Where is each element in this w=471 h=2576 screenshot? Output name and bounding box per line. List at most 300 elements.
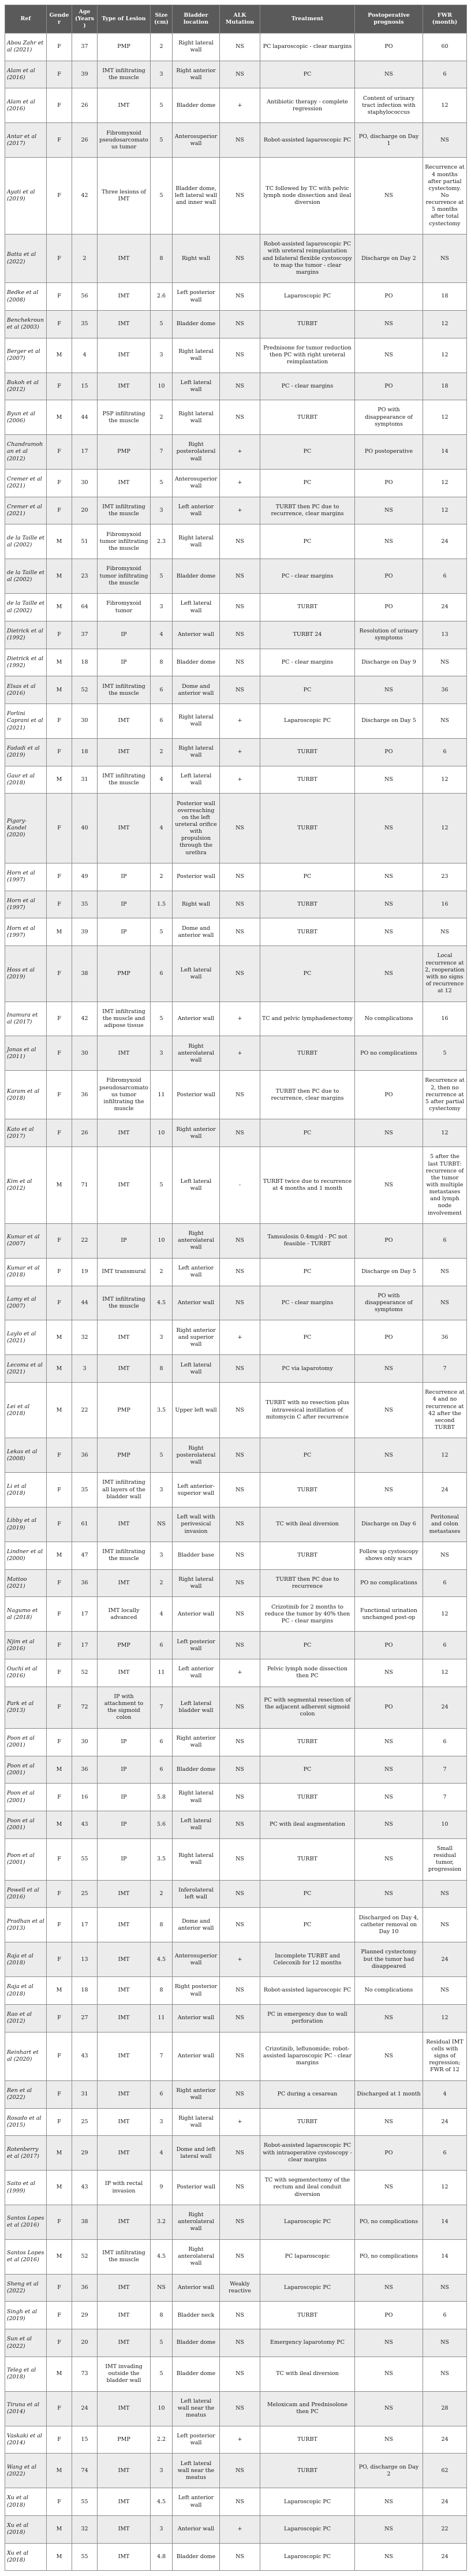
table-cell: 30 [72, 1036, 98, 1071]
table-cell: PC [260, 1119, 355, 1147]
table-row [5, 1838, 467, 1880]
table-cell: F [47, 2205, 72, 2239]
table-cell: 22 [423, 2515, 467, 2543]
table-cell: Emergency laparotomy PC [260, 2329, 355, 2357]
table-cell: Lindner et al (2000) [5, 1542, 47, 1570]
table-cell: NS [220, 2205, 260, 2239]
table-cell: F [47, 1223, 72, 1258]
table-cell: NS [220, 1542, 260, 1570]
table-cell: Anterior wall [173, 2515, 220, 2543]
table-cell: Poon et al (2001) [5, 1838, 47, 1880]
table-cell: PC with ileal augmentation [260, 1811, 355, 1838]
table-cell: Bladder neck [173, 2302, 220, 2329]
table-cell: 10 [151, 373, 173, 400]
table-cell: NS [220, 863, 260, 891]
column-header: Bladder location [173, 5, 220, 33]
table-cell: F [47, 1942, 72, 1977]
table-cell: NS [355, 2329, 423, 2357]
table-cell: Right lateral wall [173, 33, 220, 61]
table-cell: 36 [423, 676, 467, 704]
table-cell: F [47, 1507, 72, 1542]
column-header: ALK Mutation [220, 5, 260, 33]
table-cell: PC - clear margins [260, 649, 355, 676]
table-cell: M [47, 2357, 72, 2391]
table-cell: Left lateral wall near the meatus [173, 2454, 220, 2488]
table-cell: Libby et al (2019) [5, 1507, 47, 1542]
table-cell: Recurrence at 4 months after partial cystectomy. No recurrence at 5 months after total cystectomy [423, 158, 467, 234]
table-cell: Dome and anterior wall [173, 918, 220, 946]
table-cell: Recurrence at 2, then no recurrence at 5 after partial cystectomy [423, 1071, 467, 1119]
table-cell: PO, discharge on Day 2 [355, 2454, 423, 2488]
table-cell: Sun et al (2022) [5, 2329, 47, 2357]
table-cell: 4 [151, 766, 173, 794]
table-cell: Anterior wall [173, 2032, 220, 2080]
table-cell: NS [355, 1473, 423, 1507]
table-cell: NS [220, 2171, 260, 2205]
table-cell: NS [220, 1880, 260, 1908]
table-cell: Lecoma et al (2021) [5, 1355, 47, 1383]
table-cell: F [47, 1286, 72, 1320]
table-row [5, 1147, 467, 1224]
table-cell: 12 [423, 400, 467, 435]
table-cell: IMT [98, 1355, 151, 1383]
table-row [5, 373, 467, 400]
table-cell: Batta et al (2022) [5, 234, 47, 283]
table-cell: Anterosuperior wall [173, 123, 220, 158]
table-cell: 35 [72, 891, 98, 918]
table-cell: Right anterior wall [173, 1119, 220, 1147]
table-cell: IMT [98, 310, 151, 338]
table-cell: 4 [151, 794, 173, 863]
table-cell: Small residual tumor, progression [423, 1838, 467, 1880]
table-cell: IP [98, 1784, 151, 1811]
table-cell: M [47, 2239, 72, 2274]
table-cell: Byun et al (2006) [5, 400, 47, 435]
table-cell: NS [220, 2391, 260, 2426]
table-cell: PO, no complications [355, 2205, 423, 2239]
table-row [5, 1659, 467, 1687]
table-cell: F [47, 704, 72, 739]
table-cell: Discharge on Day 5 [355, 1258, 423, 1286]
table-row [5, 676, 467, 704]
table-cell: PC [260, 946, 355, 1002]
table-cell: PO [355, 1632, 423, 1659]
table-cell: Left lateral wall [173, 1147, 220, 1224]
table-cell: IMT infiltrating the muscle [98, 676, 151, 704]
table-cell: NS [355, 524, 423, 559]
table-row [5, 2108, 467, 2136]
column-header: Age (Years) [72, 5, 98, 33]
column-header: Size (cm) [151, 5, 173, 33]
table-cell: Benchekroun et al (2003) [5, 310, 47, 338]
table-cell: 17 [72, 1908, 98, 1942]
table-cell: Left lateral wall [173, 373, 220, 400]
table-cell: PO [355, 2302, 423, 2329]
table-cell: 3 [151, 2515, 173, 2543]
table-cell: TURBT twice due to recurrence at 4 months and 1 month [260, 1147, 355, 1224]
table-cell: F [47, 1659, 72, 1687]
table-cell: 26 [72, 88, 98, 123]
table-cell: 71 [72, 1147, 98, 1224]
table-cell: PO [355, 559, 423, 594]
table-cell: 37 [72, 33, 98, 61]
table-cell: 55 [72, 2543, 98, 2571]
table-cell: Robot-assisted laparoscopic PC [260, 1977, 355, 2005]
table-cell: Discharge on Day 5 [355, 704, 423, 739]
table-cell: 23 [72, 559, 98, 594]
table-cell: Fibromyxoid pseudosarcomatous tumor [98, 123, 151, 158]
table-cell: Laparoscopic PC [260, 704, 355, 739]
table-cell: F [47, 794, 72, 863]
table-cell: 17 [72, 1632, 98, 1659]
table-cell: 4.8 [151, 2543, 173, 2571]
table-cell: 25 [72, 2108, 98, 2136]
table-cell: Fibromyxoid tumor [98, 594, 151, 621]
table-cell: 17 [72, 435, 98, 470]
table-cell: IMT [98, 2543, 151, 2571]
table-cell: IP [98, 1728, 151, 1756]
table-cell: F [47, 2329, 72, 2357]
table-cell: PC [260, 1258, 355, 1286]
table-cell: Right lateral wall [173, 338, 220, 373]
table-cell: 8 [151, 1355, 173, 1383]
table-cell: TURBT [260, 794, 355, 863]
table-cell: NS [355, 61, 423, 88]
table-row [5, 649, 467, 676]
table-cell: PC in emergency due to wall perforation [260, 2004, 355, 2032]
table-cell: Local recurrence at 2, reoperation with no signs of recurrence at 12 [423, 946, 467, 1002]
table-cell: IP [98, 649, 151, 676]
table-cell: 40 [72, 794, 98, 863]
table-cell: 3.2 [151, 2205, 173, 2239]
table-cell: F [47, 621, 72, 649]
table-cell: PC [260, 1632, 355, 1659]
table-cell: NS [355, 158, 423, 234]
table-cell: Posterior wall [173, 1071, 220, 1119]
table-cell: NS [423, 2329, 467, 2357]
table-cell: 6 [151, 1632, 173, 1659]
table-cell: 12 [423, 88, 467, 123]
table-cell: Horn et al (1997) [5, 863, 47, 891]
table-cell: 43 [72, 2032, 98, 2080]
table-cell: Left posterior wall [173, 2426, 220, 2454]
table-cell: M [47, 1977, 72, 2005]
table-cell: Raja et al (2018) [5, 1977, 47, 2005]
table-row [5, 704, 467, 739]
table-cell: Upper left wall [173, 1383, 220, 1438]
table-cell: NS [220, 1507, 260, 1542]
table-cell: IMT [98, 738, 151, 766]
table-cell: de la Taille et al (2002) [5, 594, 47, 621]
table-cell: F [47, 283, 72, 311]
table-cell: NS [423, 704, 467, 739]
table-cell: IMT [98, 2515, 151, 2543]
table-cell: Residual IMT cells with signs of regression; FWR of 12 [423, 2032, 467, 2080]
table-cell: 23 [423, 863, 467, 891]
table-cell: NS [355, 2391, 423, 2426]
table-cell: F [47, 2004, 72, 2032]
table-cell: Bladder dome [173, 2357, 220, 2391]
table-cell: F [47, 2032, 72, 2080]
table-cell: NS [355, 2426, 423, 2454]
table-cell: 37 [72, 621, 98, 649]
table-cell: TURBT [260, 2426, 355, 2454]
table-cell: 3 [151, 2108, 173, 2136]
table-cell: PC [260, 469, 355, 497]
table-cell: Dietrick et al (1992) [5, 649, 47, 676]
literature-table [5, 5, 467, 2571]
table-cell: + [220, 1659, 260, 1687]
table-cell: Rao et al (2012) [5, 2004, 47, 2032]
table-cell: NS [355, 1838, 423, 1880]
table-cell: 5 [151, 158, 173, 234]
table-row [5, 88, 467, 123]
table-cell: 7 [151, 2032, 173, 2080]
table-cell: Bladder base [173, 1542, 220, 1570]
table-cell: 52 [72, 1659, 98, 1687]
table-cell: 10 [151, 1223, 173, 1258]
table-cell: NS [355, 2171, 423, 2205]
table-cell: TURBT then PC due to recurrence, clear margins [260, 497, 355, 524]
table-cell: IMT transmural [98, 1258, 151, 1286]
table-cell: Incomplete TURBT and Celecoxib for 12 months [260, 1942, 355, 1977]
table-cell: IP [98, 918, 151, 946]
table-cell: 5 [151, 1147, 173, 1224]
table-cell: PC laparoscopic - clear margins [260, 33, 355, 61]
table-cell: Functional urination unchanged post-op [355, 1597, 423, 1632]
table-cell: + [220, 766, 260, 794]
table-cell: Left posterior wall [173, 283, 220, 311]
table-header [5, 5, 467, 33]
table-cell: NS [220, 2329, 260, 2357]
table-cell: 13 [72, 1942, 98, 1977]
table-cell: Anterosuperior wall [173, 469, 220, 497]
table-cell: NS [355, 2488, 423, 2516]
table-row [5, 594, 467, 621]
table-row [5, 2136, 467, 2171]
table-cell: Kumar et al (2018) [5, 1258, 47, 1286]
table-cell: Dome and anterior wall [173, 676, 220, 704]
table-cell: Left anterior wall [173, 2488, 220, 2516]
table-cell: F [47, 1632, 72, 1659]
table-cell: Laparoscopic PC [260, 2543, 355, 2571]
table-cell: 29 [72, 2302, 98, 2329]
table-cell: PC [260, 61, 355, 88]
table-cell: 31 [72, 2080, 98, 2108]
table-cell: M [47, 676, 72, 704]
table-cell: NS [220, 559, 260, 594]
table-row [5, 1942, 467, 1977]
table-cell: 10 [151, 2391, 173, 2426]
table-cell: 6 [423, 1569, 467, 1597]
table-cell: 3 [151, 338, 173, 373]
table-cell: 4.5 [151, 1286, 173, 1320]
table-row [5, 1728, 467, 1756]
table-cell: Right wall [173, 891, 220, 918]
column-header: Type of Lesion [98, 5, 151, 33]
table-cell: 27 [72, 2004, 98, 2032]
table-cell: NS [220, 891, 260, 918]
table-cell: NS [220, 1258, 260, 1286]
table-cell: F [47, 946, 72, 1002]
table-cell: NS [220, 2080, 260, 2108]
table-row [5, 1286, 467, 1320]
table-cell: TURBT [260, 891, 355, 918]
table-cell: 12 [423, 1597, 467, 1632]
table-cell: 6 [423, 738, 467, 766]
table-cell: de la Taille et al (2002) [5, 559, 47, 594]
table-cell: 38 [72, 2205, 98, 2239]
table-cell: NS [220, 1756, 260, 1784]
table-cell: TURBT [260, 1784, 355, 1811]
table-cell: NS [220, 1838, 260, 1880]
table-cell: TURBT [260, 2302, 355, 2329]
table-cell: Kim et al (2012) [5, 1147, 47, 1224]
table-cell: IMT [98, 1977, 151, 2005]
table-cell: 2.2 [151, 2426, 173, 2454]
table-cell: NS [423, 2357, 467, 2391]
table-cell: NS [220, 946, 260, 1002]
table-cell: IMT [98, 2454, 151, 2488]
table-cell: 6 [151, 676, 173, 704]
table-cell: 8 [151, 1977, 173, 2005]
table-cell: Horn et al (1997) [5, 918, 47, 946]
table-cell: NS [355, 1438, 423, 1473]
table-cell: NS [355, 1756, 423, 1784]
table-cell: Left lateral bladder wall [173, 1687, 220, 1728]
table-cell: + [220, 704, 260, 739]
table-cell: PMP [98, 1632, 151, 1659]
table-cell: PO [355, 283, 423, 311]
table-cell: Cremer et al (2021) [5, 497, 47, 524]
table-cell: NS [355, 1383, 423, 1438]
table-cell: Santos Lopes et al (2016) [5, 2239, 47, 2274]
table-row [5, 1119, 467, 1147]
table-cell: Antibiotic therapy - complete regression [260, 88, 355, 123]
table-row [5, 1542, 467, 1570]
table-cell: 56 [72, 283, 98, 311]
table-row [5, 2357, 467, 2391]
table-cell: 3 [151, 497, 173, 524]
table-cell: F [47, 1258, 72, 1286]
table-cell: Discharge on Day 6 [355, 1507, 423, 1542]
table-cell: Kumar et al (2007) [5, 1223, 47, 1258]
table-cell: NS [220, 1223, 260, 1258]
table-cell: Jonas et al (2011) [5, 1036, 47, 1071]
table-cell: NS [220, 1438, 260, 1473]
table-cell: NS [355, 2108, 423, 2136]
table-cell: 12 [423, 2004, 467, 2032]
table-cell: 3 [151, 2454, 173, 2488]
table-row [5, 283, 467, 311]
table-cell: PC [260, 676, 355, 704]
table-cell: 3 [151, 594, 173, 621]
table-cell: Laylo et al (2021) [5, 1320, 47, 1355]
table-cell: NS [355, 2515, 423, 2543]
table-cell: + [220, 435, 260, 470]
table-cell: Forlini Caprani et al (2021) [5, 704, 47, 739]
table-row [5, 2329, 467, 2357]
table-cell: F [47, 2391, 72, 2426]
table-cell: 43 [72, 1811, 98, 1838]
table-cell: 30 [72, 1728, 98, 1756]
table-cell: IMT [98, 1119, 151, 1147]
table-cell: NS [423, 649, 467, 676]
table-cell: 4.5 [151, 2488, 173, 2516]
table-cell: Ouchi et al (2016) [5, 1659, 47, 1687]
table-cell: M [47, 594, 72, 621]
table-cell: PO [355, 738, 423, 766]
table-cell: 60 [423, 33, 467, 61]
table-cell: NS [220, 594, 260, 621]
table-cell: 3.5 [151, 1838, 173, 1880]
table-cell: NS [423, 1908, 467, 1942]
table-cell: M [47, 559, 72, 594]
table-cell: 39 [72, 61, 98, 88]
table-cell: Posterior wall overreaching on the left ureteral orifice with propulsion through the urethra [173, 794, 220, 863]
table-cell: 3 [72, 1355, 98, 1383]
table-cell: Right posterolateral wall [173, 1438, 220, 1473]
table-cell: Cremer et al (2021) [5, 469, 47, 497]
table-cell: 6 [423, 2302, 467, 2329]
table-row [5, 1880, 467, 1908]
table-cell: PC [260, 1438, 355, 1473]
table-cell: Dietrick et al (1992) [5, 621, 47, 649]
table-cell: NS [355, 338, 423, 373]
table-row [5, 2171, 467, 2205]
table-cell: + [220, 1036, 260, 1071]
table-row [5, 946, 467, 1002]
table-cell: TURBT [260, 1473, 355, 1507]
table-cell: F [47, 373, 72, 400]
table-cell: M [47, 649, 72, 676]
table-cell: NS [355, 1784, 423, 1811]
table-cell: Bladder dome [173, 559, 220, 594]
table-cell: NS [355, 676, 423, 704]
table-cell: Left anterior wall [173, 1659, 220, 1687]
table-cell: Laparoscopic PC [260, 283, 355, 311]
table-cell: NS [355, 794, 423, 863]
table-cell: 24 [423, 524, 467, 559]
table-cell: NS [220, 621, 260, 649]
table-cell: Tamsulosin 0.4mg/d - PC not feasible - TURBT [260, 1223, 355, 1258]
table-row [5, 1597, 467, 1632]
table-cell: 6 [423, 1632, 467, 1659]
table-cell: 24 [423, 2426, 467, 2454]
table-cell: Xu et al (2018) [5, 2515, 47, 2543]
table-cell: Dome and anterior wall [173, 1908, 220, 1942]
table-row [5, 1438, 467, 1473]
table-cell: TURBT [260, 918, 355, 946]
table-cell: NS [423, 1542, 467, 1570]
column-header: Treatment [260, 5, 355, 33]
table-cell: + [220, 738, 260, 766]
table-cell: M [47, 1756, 72, 1784]
table-cell: 2 [151, 738, 173, 766]
table-row [5, 1784, 467, 1811]
table-cell: F [47, 469, 72, 497]
table-cell: Left anterior wall [173, 497, 220, 524]
table-cell: 47 [72, 1542, 98, 1570]
table-cell: 73 [72, 2357, 98, 2391]
table-cell: F [47, 123, 72, 158]
table-cell: F [47, 158, 72, 234]
table-cell: NS [355, 2004, 423, 2032]
table-row [5, 1320, 467, 1355]
table-cell: IMT [98, 1320, 151, 1355]
table-cell: Xu et al (2018) [5, 2543, 47, 2571]
table-cell: 14 [423, 2239, 467, 2274]
